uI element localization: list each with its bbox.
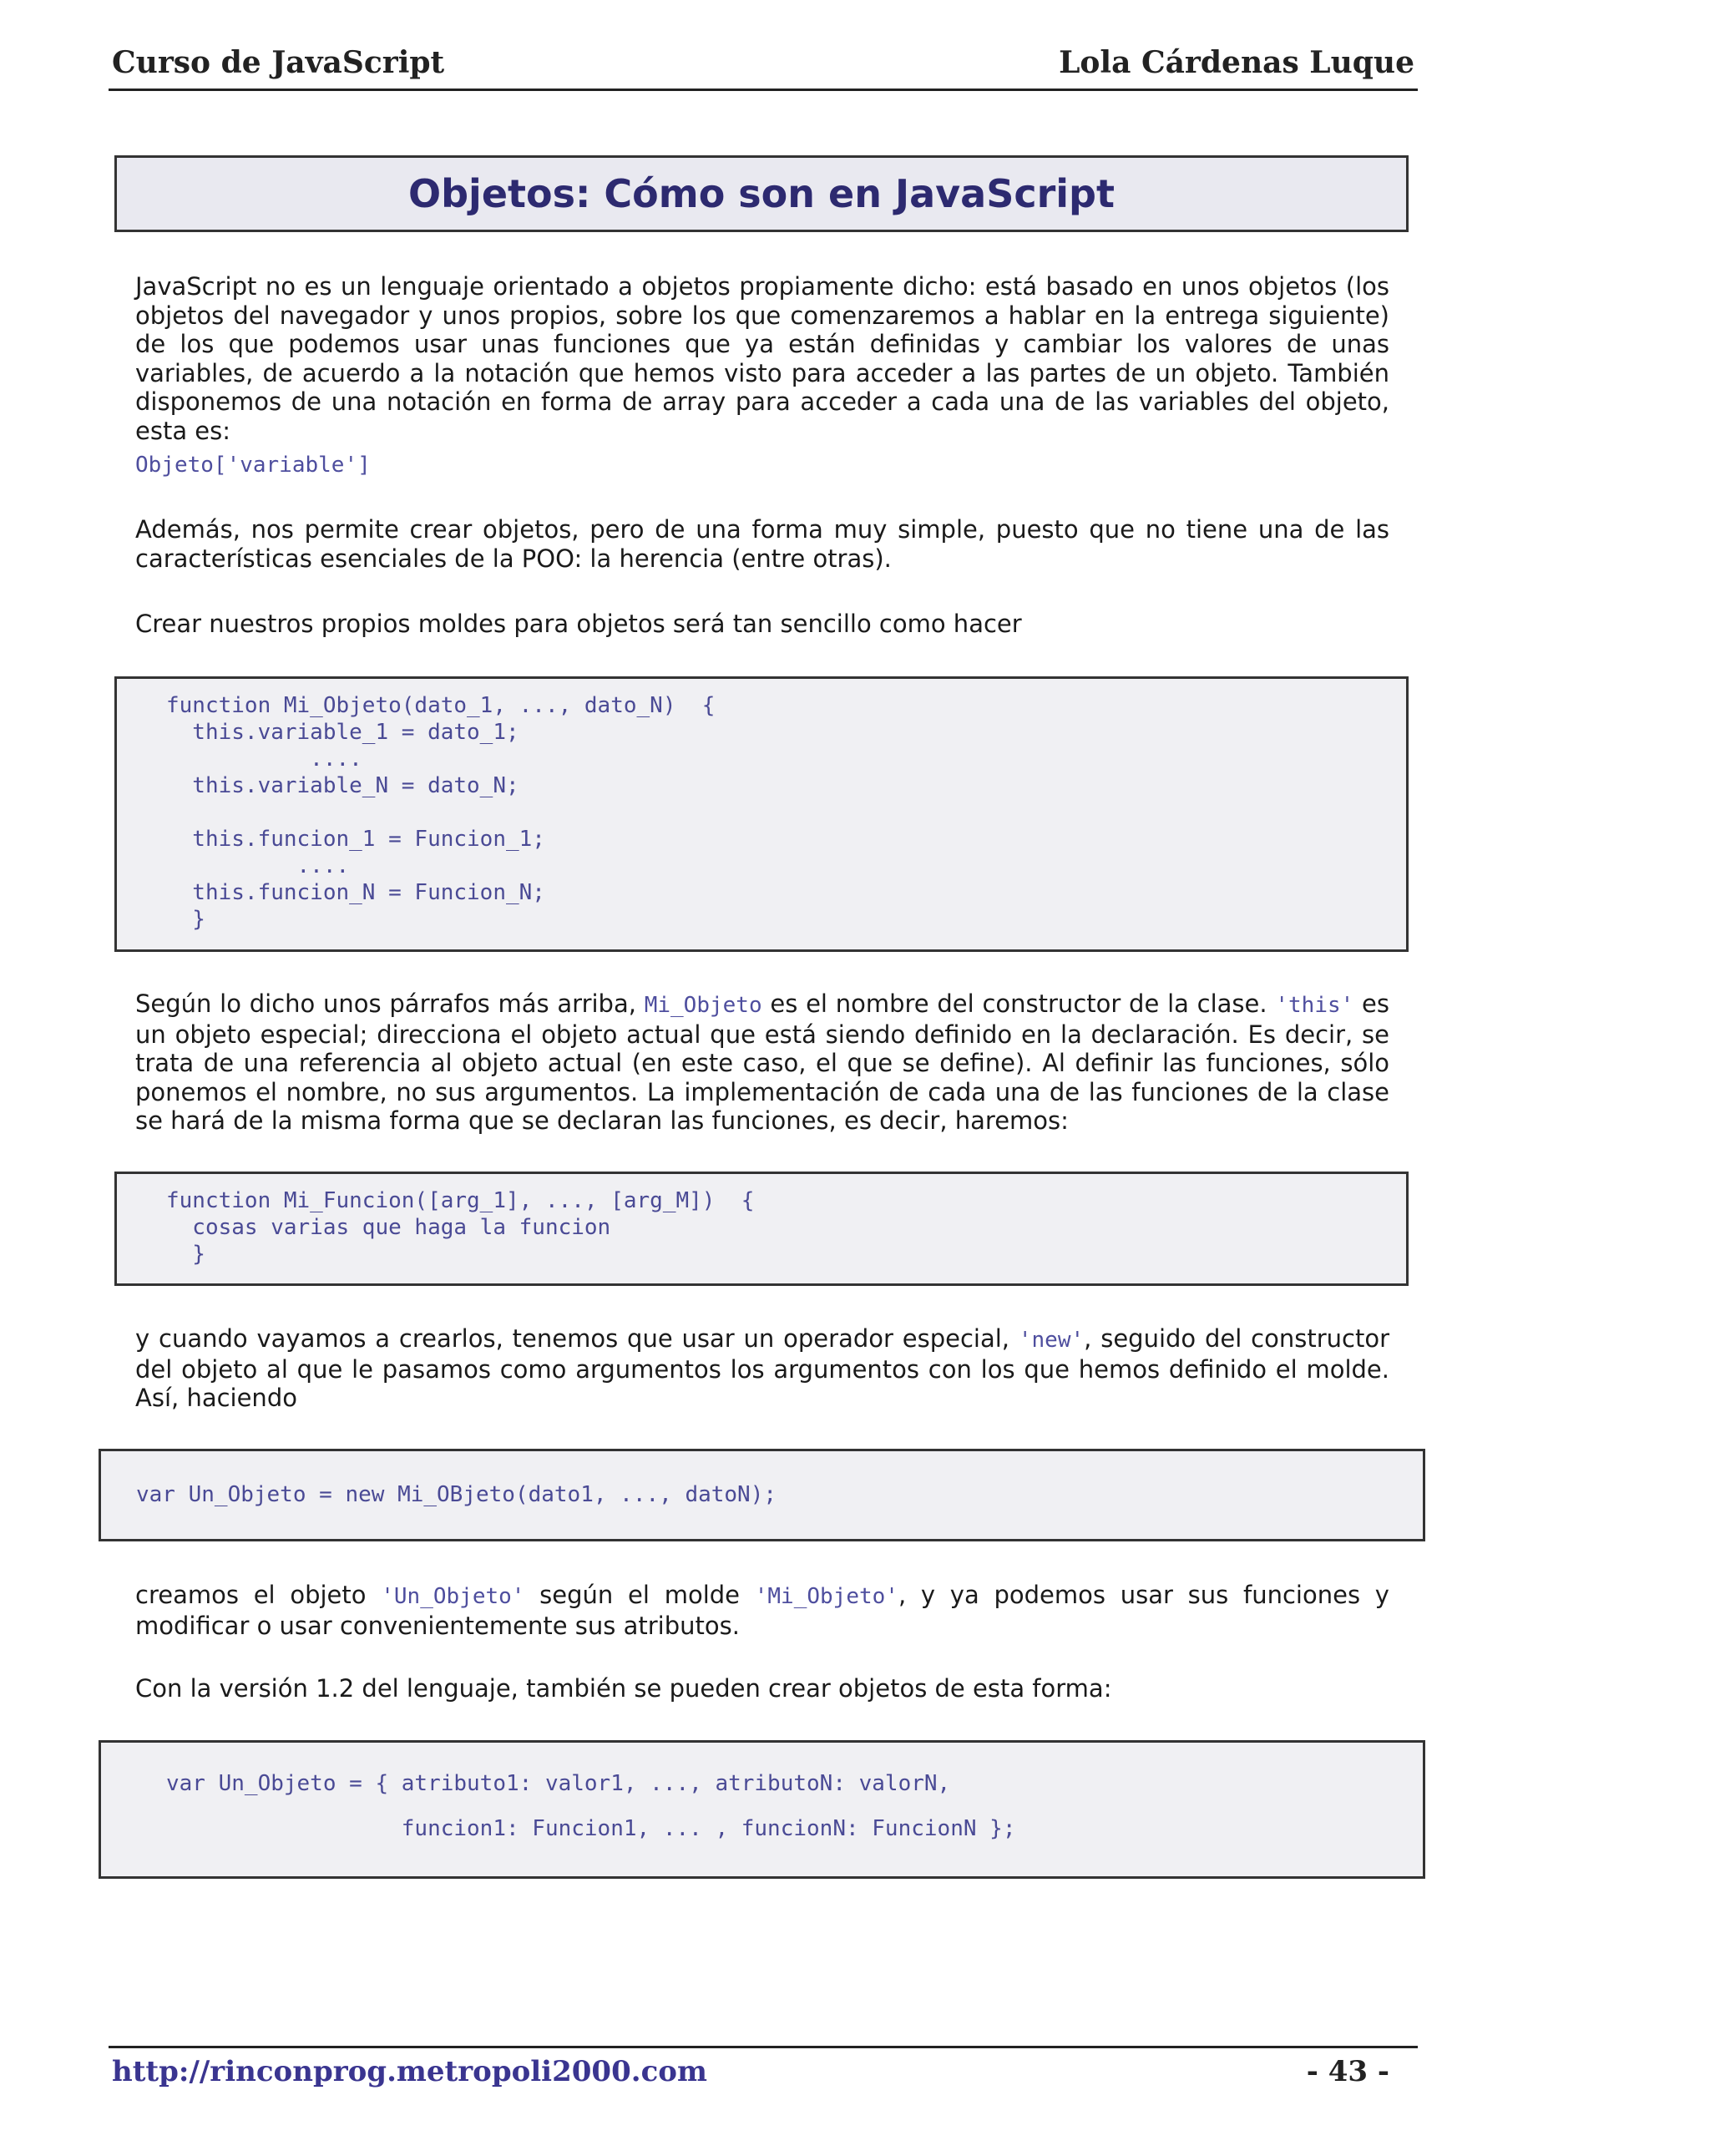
section-title: Objetos: Cómo son en JavaScript [408, 171, 1115, 216]
p6-text-1: creamos el objeto [135, 1581, 382, 1609]
p4-text-1: Según lo dicho unos párrafos más arriba, [135, 989, 645, 1018]
code-function: function Mi_Funcion([arg_1], ..., [arg_M]) { cosas varias que haga la funcion } [166, 1188, 755, 1267]
p6-text-3: , y ya podemos usar sus funciones y modificar o usar convenientemente sus atributos. [135, 1581, 1389, 1640]
code-block-literal [99, 1740, 1425, 1879]
page-number: - 43 - [1306, 2055, 1389, 2088]
page-header [109, 43, 1418, 91]
code-instantiation: var Un_Objeto = new Mi_OBjeto(dato1, ..., datoN); [136, 1482, 777, 1507]
p4-text-2: es el nombre del constructor de la clase. [761, 989, 1276, 1018]
paragraph-moldes: Crear nuestros propios moldes para objetos será tan sencillo como hacer [135, 610, 1022, 638]
paragraph-creamos [135, 1581, 1389, 1640]
code-literal: var Un_Objeto = { atributo1: valor1, ..., atributoN: valorN, funcion1: Funcion1, ... , funcionN: FuncionN }; [166, 1771, 1016, 1841]
code-block-constructor [114, 676, 1409, 952]
p4-code-mi-objeto: Mi_Objeto [644, 993, 762, 1018]
header-course-title: Curso de JavaScript [112, 45, 445, 80]
header-author: Lola Cárdenas Luque [1059, 45, 1414, 80]
p4-text-3: es un objeto especial; direcciona el objeto actual que está siendo definido en la declaración. Es decir, se trata de una referencia al objeto actual (en este caso, el que se define). Al definir las funciones, sólo ponemos el nombre, no sus argumentos. La implementación de cada una de las funciones de la clase se hará de la misma forma que se declaran las funciones, es decir, haremos: [135, 989, 1389, 1135]
p6-code-mi-objeto: 'Mi_Objeto' [754, 1584, 898, 1609]
code-block-function [114, 1172, 1409, 1286]
paragraph-new-operator [135, 1324, 1389, 1413]
p5-text-2: , seguido del constructor del objeto al que le pasamos como argumentos los argumentos con los que hemos definido el molde. Así, haciendo [135, 1324, 1390, 1412]
paragraph-version-12: Con la versión 1.2 del lenguaje, también se pueden crear objetos de esta forma: [135, 1674, 1112, 1703]
code-constructor: function Mi_Objeto(dato_1, ..., dato_N) { this.variable_1 = dato_1; .... this.variable_N = dato_N; this.funcion_1 = Funcion_1; .... this.funcion_N = Funcion_N; } [166, 693, 716, 932]
page-footer [109, 2046, 1418, 2098]
paragraph-constructor-explained [135, 989, 1389, 1136]
footer-url: http://rinconprog.metropoli2000.com [112, 2055, 707, 2088]
code-array-notation: Objeto['variable'] [135, 453, 371, 478]
p5-code-new: 'new' [1018, 1328, 1085, 1353]
p5-text-1: y cuando vayamos a crearlos, tenemos que usar un operador especial, [135, 1324, 1019, 1353]
paragraph-intro: JavaScript no es un lenguaje orientado a objetos propiamente dicho: está basado en unos objetos (los objetos del navegador y unos propios, sobre los que comenzaremos a hablar en la entrega siguiente) de los que podemos usar unas funciones que ya están definidas y cambiar los valores de unas variables, de acuerdo a la notación que hemos visto para acceder a las partes de un objeto. También disponemos de una notación en forma de array para acceder a cada una de las variables del objeto, esta es: [135, 272, 1389, 445]
section-title-box [114, 155, 1409, 232]
p4-code-this: 'this' [1275, 993, 1354, 1018]
p6-code-un-objeto: 'Un_Objeto' [381, 1584, 525, 1609]
p6-text-2: según el molde [524, 1581, 755, 1609]
paragraph-herencia: Además, nos permite crear objetos, pero de una forma muy simple, puesto que no tiene una de las características esenciales de la POO: la herencia (entre otras). [135, 515, 1389, 573]
code-block-instantiation [99, 1449, 1425, 1541]
